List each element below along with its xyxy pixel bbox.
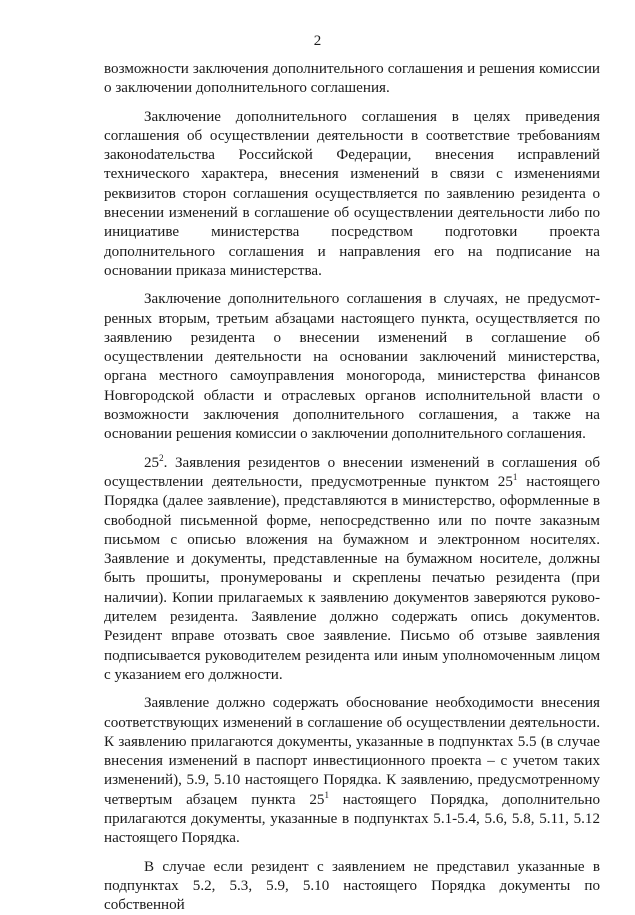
clause-number-superscript: 2 xyxy=(159,452,164,463)
paragraph-clause-25-2 xyxy=(104,454,600,686)
clause-text-part-2: настоящего Порядка (далее заявление), представляются в министерство, оформленные в свободной письменной форме, непосредственно или по почте заказным письмом с описью вложения на бумажном и электронном носителях. Заявление и документы, представленные на бумажном носителе, должны быть прошиты, пронумерованы и скреплены печатью резидента (при наличии). Копии прилагаемых к заявлению документов заверяются руководителем резидента. Заявление должно содержать опись документов. Резидент вправе отозвать свое заявление. Письмо об отзыве заявления подписывается руководителем резидента или иным уполномоченным лицом с указанием его должности. xyxy=(104,473,600,683)
document-body xyxy=(104,60,600,915)
application-reference-superscript: 1 xyxy=(324,789,329,800)
paragraph-additional-agreement-technical: Заключение дополнительного соглашения в целях приведения соглашения об осуществлении деятельности в соответствие требованиям законоdательства Российской Федерации, внесения исправлений технического характера, внесения изменений в связи с изменениями реквизитов сторон соглашения осуществляется по заявлению резидента о внесении изменений в соглашение об осуществлении деятельности либо по инициативе министерства посредством подготовки проекта дополнительного соглашения и направления его на подписание на основании приказа министерства. xyxy=(104,108,600,279)
clause-reference-superscript: 1 xyxy=(512,471,518,482)
paragraph-application-contents xyxy=(104,694,600,848)
application-text-part-1: Заявление должно содержать обоснование необходимости внесения соответствующих изменений в соглашение об осуществлении деятельности. К заявлению прилагаются документы, указанные в подпунктах 5.5 (в случае внесения изменений в паспорт инвестиционного проекта – с учетом таких изменений), 5.9, 5.10 настоящего Порядка. К заявлению, предусмотренному четвертым абзацем пункта 25 xyxy=(104,695,600,808)
clause-text-part-1: . Заявления резидентов о внесении изменений в соглашения об осуществлении деятельности, предусмотренные пунктом 25 xyxy=(104,454,600,490)
paragraph-additional-agreement-other-cases: Заключение дополнительного соглашения в случаях, не предусмотренных вторым, третьим абзацами настоящего пункта, осуществляется по заявлению резидента о внесении изменений в соглашение об осуществлении деятельности на основании заключений министерства, органа местного самоуправления моногорода, министерства финансов Новгородской области и отраслевых органов исполнительной власти о возможности заключения дополнительного соглашения, а также на основании решения комиссии о заключении дополнительного соглашения. xyxy=(104,291,600,443)
paragraph-missing-documents: В случае если резидент с заявлением не представил указанные в подпунктах 5.2, 5.3, 5.9, 5.10 настоящего Порядка документы по собственной xyxy=(104,858,600,914)
application-text-part-2: настоящего Порядка, дополнительно прилагаются документы, указанные в подпунктах 5.1-5.4, 5.6, 5.8, 5.11, 5.12 настоящего Порядка. xyxy=(104,791,600,847)
clause-number: 25 xyxy=(144,454,160,471)
page-number: 2 xyxy=(313,33,322,49)
paragraph-continuation: возможности заключения дополнительного соглашения и решения комиссии о заключении дополнительного соглашения. xyxy=(104,61,600,97)
